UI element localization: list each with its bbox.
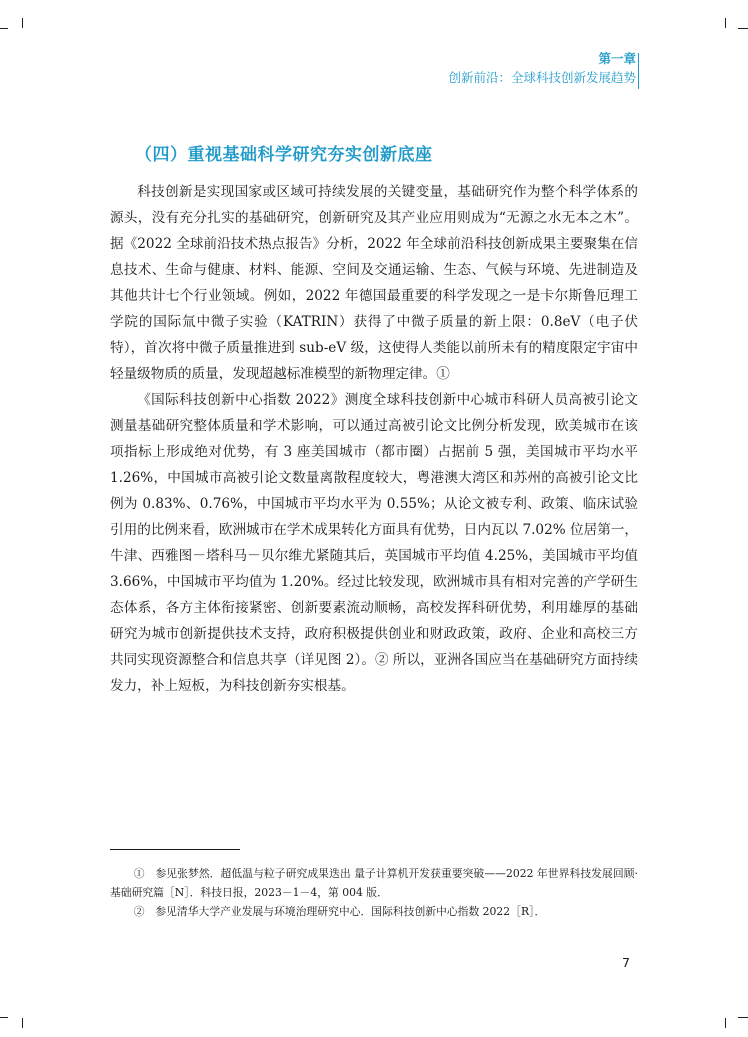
crop-mark-top-left-h [0,28,8,29]
chapter-title: 创新前沿：全球科技创新发展趋势 [448,70,636,85]
header-divider [638,53,639,89]
paragraph: 《国际科技创新中心指数 2022》测度全球科技创新中心城市科研人员高被引论文测量基础研究整体质量和学术影响，可以通过高被引论文比例分析发现，欧美城市在该项指标上形成绝对优势，有 3 座美国城市（都市圈）占据前 5 强，美国城市平均水平 1.26%，中国城市高被引论文数量离散程度较大，粤港澳大湾区和苏州的高被引论文比例为 0.83%、0.76%，中国城市平均水平为 0.55%；从论文被专利、政策、临床试验引用的比例来看，欧洲城市在学术成果转化方面具有优势，日内瓦以 7.02% 位居第一，牛津、西雅图－塔科马－贝尔维尤紧随其后，英国城市平均值 4.25%，美国城市平均值 3.66%，中国城市平均值为 1.20%。经过比较发现，欧洲城市具有相对完善的产学研生态体系，各方主体衔接紧密、创新要素流动顺畅，高校发挥科研优势，利用雄厚的基础研究为城市创新提供技术支持，政府积极提供创业和财政政策，政府、企业和高校三方共同实现资源整合和信息共享（详见图 2）。② 所以，亚洲各国应当在基础研究方面持续发力，补上短板，为科技创新夯实根基。 [110,392,638,694]
section-heading: （四）重视基础科学研究夯实创新底座 [135,145,433,165]
crop-mark-bottom-right-h [738,1017,748,1018]
crop-mark-bottom-left-h [0,1017,8,1018]
footnotes [110,864,638,921]
body-text [110,179,638,699]
crop-mark-bottom-right-v [725,1018,726,1028]
footnote: ① 参见张梦然．超低温与粒子研究成果迭出 量子计算机开发获重要突破——2022 年世界科技发展回顾·基础研究篇［N］．科技日报，2023－1－4，第 004 版． [110,867,638,899]
running-header [448,49,636,87]
crop-mark-bottom-left-v [22,1018,23,1028]
paragraph: 科技创新是实现国家或区域可持续发展的关键变量，基础研究作为整个科学体系的源头，没有充分扎实的基础研究，创新研究及其产业应用则成为“无源之水无本之木”。据《2022 全球前沿技术热点报告》分析，2022 年全球前沿科技创新成果主要聚集在信息技术、生命与健康、材料、能源、空间及交通运输、生态、气候与环境、先进制造及其他共计七个行业领域。例如，2022 年德国最重要的科学发现之一是卡尔斯鲁厄理工学院的国际氚中微子实验（KATRIN）获得了中微子质量的新上限：0.8eV（电子伏特），首次将中微子质量推进到 sub-eV 级，这使得人类能以前所未有的精度限定宇宙中轻量级物质的质量，发现超越标准模型的新物理定律。① [110,184,638,382]
page-number: 7 [622,955,630,970]
crop-mark-top-right-v [725,18,726,28]
crop-mark-top-right-h [738,28,748,29]
footnote-divider [110,849,240,850]
chapter-label: 第一章 [598,51,636,66]
crop-mark-top-left-v [22,18,23,28]
footnote: ② 参见清华大学产业发展与环境治理研究中心．国际科技创新中心指数 2022［R］． [133,905,546,918]
